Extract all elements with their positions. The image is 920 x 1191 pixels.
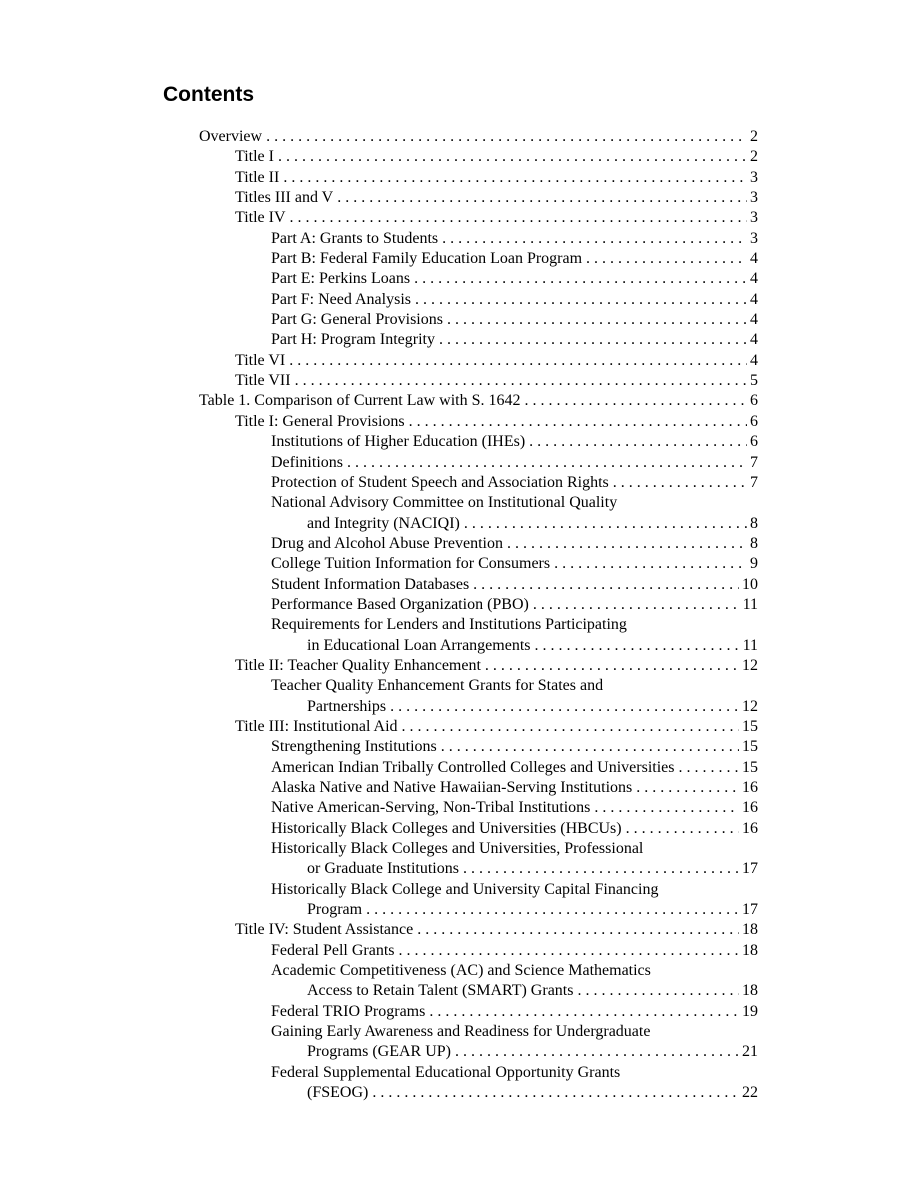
toc-entry-title: Part G: General Provisions xyxy=(271,311,443,329)
toc-page-number: 3 xyxy=(750,229,758,247)
toc-page-number: 4 xyxy=(750,290,758,308)
toc-page-number: 3 xyxy=(750,209,758,227)
toc-page-number: 16 xyxy=(742,779,758,796)
toc-entry[interactable] xyxy=(199,595,758,615)
toc-page-number: 16 xyxy=(742,819,758,837)
toc-entry-title: Part B: Federal Family Education Loan Program xyxy=(271,250,583,268)
dot-leader xyxy=(679,758,740,778)
toc-entry-title: Part A: Grants to Students xyxy=(271,229,439,247)
toc-entry-title: Student Information Databases xyxy=(271,575,470,593)
toc-entry[interactable] xyxy=(199,269,758,289)
dot-leader xyxy=(390,697,739,717)
toc-entry-title: Part E: Perkins Loans xyxy=(271,270,411,288)
toc-page-number: 10 xyxy=(742,575,758,593)
toc-entry[interactable] xyxy=(199,778,758,798)
dot-leader xyxy=(372,1083,739,1103)
toc-page-number: 4 xyxy=(750,351,758,369)
toc-entry-title: Part H: Program Integrity xyxy=(271,331,435,349)
dot-leader xyxy=(636,778,739,798)
toc-page-number: 7 xyxy=(750,473,758,491)
dot-leader xyxy=(473,575,739,595)
dot-leader xyxy=(507,534,747,554)
toc-entry-continuation[interactable] xyxy=(199,859,758,879)
toc-entry[interactable] xyxy=(199,147,758,167)
toc-entry-title-continuation: Partnerships xyxy=(307,697,387,715)
toc-entry-title: Table 1. Comparison of Current Law with S. 1642 xyxy=(199,392,521,410)
toc-entry-title: Definitions xyxy=(271,453,343,471)
toc-page-number: 4 xyxy=(750,311,758,329)
dot-leader xyxy=(442,229,747,249)
dot-leader xyxy=(417,920,739,940)
toc-entry-title-continuation: (FSEOG) xyxy=(307,1084,369,1102)
toc-entry[interactable] xyxy=(199,493,758,513)
toc-page-number: 4 xyxy=(750,270,758,288)
dot-leader xyxy=(463,859,739,879)
dot-leader xyxy=(554,554,747,574)
toc-page-number: 5 xyxy=(750,372,758,390)
toc-page-number: 8 xyxy=(750,534,758,552)
contents-heading: Contents xyxy=(163,83,254,106)
toc-entry-title: Historically Black Colleges and Universities (HBCUs) xyxy=(271,819,622,837)
toc-entry-title: National Advisory Committee on Institutional Quality xyxy=(271,494,618,512)
toc-entry-title: Teacher Quality Enhancement Grants for States and xyxy=(271,677,604,695)
dot-leader xyxy=(278,147,747,167)
toc-entry-title: Overview xyxy=(199,128,263,145)
toc-page-number: 3 xyxy=(750,189,758,207)
toc-page-number: 6 xyxy=(750,412,758,430)
toc-page-number: 4 xyxy=(750,331,758,349)
toc-page-number: 6 xyxy=(750,433,758,451)
dot-leader xyxy=(289,351,747,371)
toc-entry-title: Strengthening Institutions xyxy=(271,738,437,756)
toc-entry[interactable] xyxy=(199,819,758,839)
toc-entry[interactable] xyxy=(199,310,758,330)
dot-leader xyxy=(455,1042,739,1062)
toc-entry[interactable] xyxy=(199,391,758,411)
toc-entry[interactable] xyxy=(199,798,758,818)
toc-page-number: 11 xyxy=(742,636,758,654)
dot-leader xyxy=(290,208,747,228)
dot-leader xyxy=(414,269,747,289)
toc-entry[interactable] xyxy=(199,473,758,493)
toc-page-number: 4 xyxy=(750,250,758,268)
table-of-contents xyxy=(199,127,758,1104)
toc-entry-title: Performance Based Organization (PBO) xyxy=(271,595,529,613)
toc-page-number: 18 xyxy=(742,941,758,959)
toc-entry-title-continuation: or Graduate Institutions xyxy=(307,860,459,878)
toc-entry-continuation[interactable] xyxy=(199,514,758,534)
toc-page-number: 21 xyxy=(742,1043,758,1061)
dot-leader xyxy=(626,819,739,839)
dot-leader xyxy=(439,330,747,350)
toc-entry-title-continuation: Programs (GEAR UP) xyxy=(307,1043,451,1061)
toc-entry-title: Title I xyxy=(235,148,274,166)
toc-entry-title: Historically Black Colleges and Universities, Professional xyxy=(271,840,644,858)
toc-entry-title: Federal TRIO Programs xyxy=(271,1002,426,1020)
toc-entry[interactable] xyxy=(199,534,758,554)
toc-entry[interactable] xyxy=(199,208,758,228)
toc-entry-title: Title VI xyxy=(235,351,286,369)
dot-leader xyxy=(485,656,739,676)
toc-page-number: 19 xyxy=(742,1002,758,1020)
toc-entry[interactable] xyxy=(199,127,758,147)
dot-leader xyxy=(534,636,739,656)
toc-entry-title: Title I: General Provisions xyxy=(235,412,405,430)
toc-entry-continuation[interactable] xyxy=(199,900,758,920)
toc-entry-title: Requirements for Lenders and Institutions Participating xyxy=(271,616,627,634)
toc-entry[interactable] xyxy=(199,676,758,696)
toc-entry[interactable] xyxy=(199,1002,758,1022)
toc-entry-title: Title IV xyxy=(235,209,286,227)
toc-entry[interactable] xyxy=(199,615,758,635)
toc-page-number: 16 xyxy=(742,799,758,817)
toc-page-number: 3 xyxy=(750,168,758,186)
dot-leader xyxy=(441,737,739,757)
toc-entry-continuation[interactable] xyxy=(199,981,758,1001)
toc-entry-continuation[interactable] xyxy=(199,1042,758,1062)
toc-entry[interactable] xyxy=(199,453,758,473)
toc-entry-title-continuation: in Educational Loan Arrangements xyxy=(307,636,531,654)
dot-leader xyxy=(447,310,747,330)
dot-leader xyxy=(586,249,747,269)
toc-entry[interactable] xyxy=(199,941,758,961)
toc-entry[interactable] xyxy=(199,737,758,757)
dot-leader xyxy=(525,391,748,411)
toc-entry[interactable] xyxy=(199,351,758,371)
dot-leader xyxy=(613,473,747,493)
dot-leader xyxy=(399,941,739,961)
toc-page-number: 15 xyxy=(742,758,758,776)
toc-entry-title: Drug and Alcohol Abuse Prevention xyxy=(271,534,503,552)
toc-entry-title: Native American-Serving, Non-Tribal Institutions xyxy=(271,799,591,817)
toc-entry-title: Federal Pell Grants xyxy=(271,941,395,959)
toc-entry-title: College Tuition Information for Consumers xyxy=(271,555,551,573)
toc-page-number: 18 xyxy=(742,921,758,939)
toc-entry-continuation[interactable] xyxy=(199,1083,758,1103)
toc-entry-continuation[interactable] xyxy=(199,697,758,717)
toc-entry[interactable] xyxy=(199,839,758,859)
dot-leader xyxy=(594,798,739,818)
toc-entry[interactable] xyxy=(199,880,758,900)
toc-entry-title: Title VII xyxy=(235,372,291,390)
toc-entry-title: Part F: Need Analysis xyxy=(271,290,411,308)
toc-entry[interactable] xyxy=(199,168,758,188)
toc-entry[interactable] xyxy=(199,1063,758,1083)
dot-leader xyxy=(429,1002,739,1022)
dot-leader xyxy=(366,900,739,920)
dot-leader xyxy=(283,168,747,188)
toc-entry[interactable] xyxy=(199,575,758,595)
dot-leader xyxy=(409,412,747,432)
toc-entry-title: Protection of Student Speech and Association Rights xyxy=(271,473,609,491)
toc-page-number: 2 xyxy=(750,128,758,145)
toc-entry-title: Title II xyxy=(235,168,280,186)
toc-page-number: 12 xyxy=(742,697,758,715)
toc-entry-title-continuation: and Integrity (NACIQI) xyxy=(307,514,460,532)
dot-leader xyxy=(415,290,747,310)
toc-entry[interactable] xyxy=(199,412,758,432)
dot-leader xyxy=(347,453,747,473)
toc-entry[interactable] xyxy=(199,432,758,452)
toc-entry-title: Institutions of Higher Education (IHEs) xyxy=(271,433,526,451)
dot-leader xyxy=(577,981,739,1001)
toc-page-number: 15 xyxy=(742,717,758,735)
dot-leader xyxy=(464,514,747,534)
toc-page-number: 6 xyxy=(750,392,758,410)
toc-entry-title: Academic Competitiveness (AC) and Science Mathematics xyxy=(271,962,651,980)
toc-entry-title: Gaining Early Awareness and Readiness for Undergraduate xyxy=(271,1023,651,1041)
toc-page-number: 15 xyxy=(742,738,758,756)
toc-page-number: 2 xyxy=(750,148,758,166)
toc-page-number: 22 xyxy=(742,1084,758,1102)
toc-entry-title: Historically Black College and University Capital Financing xyxy=(271,880,659,898)
toc-entry-continuation[interactable] xyxy=(199,636,758,656)
toc-entry[interactable] xyxy=(199,961,758,981)
dot-leader xyxy=(295,371,747,391)
dot-leader xyxy=(266,127,747,147)
toc-entry-title: Title II: Teacher Quality Enhancement xyxy=(235,656,481,674)
toc-entry[interactable] xyxy=(199,249,758,269)
dot-leader xyxy=(402,717,739,737)
toc-entry[interactable] xyxy=(199,188,758,208)
toc-entry-title-continuation: Program xyxy=(307,901,363,919)
toc-entry[interactable] xyxy=(199,290,758,310)
toc-entry-title: Title III: Institutional Aid xyxy=(235,717,398,735)
toc-entry[interactable] xyxy=(199,920,758,940)
toc-page-number: 11 xyxy=(742,595,758,613)
toc-entry[interactable] xyxy=(199,758,758,778)
toc-page-number: 12 xyxy=(742,656,758,674)
toc-entry-title: Alaska Native and Native Hawaiian-Serving Institutions xyxy=(271,779,633,796)
toc-entry[interactable] xyxy=(199,330,758,350)
toc-entry[interactable] xyxy=(199,656,758,676)
toc-entry[interactable] xyxy=(199,229,758,249)
toc-entry[interactable] xyxy=(199,371,758,391)
dot-leader xyxy=(529,432,747,452)
toc-page-number: 18 xyxy=(742,982,758,1000)
toc-page-number: 8 xyxy=(750,514,758,532)
dot-leader xyxy=(337,188,747,208)
dot-leader xyxy=(533,595,740,615)
toc-entry-title: Titles III and V xyxy=(235,189,334,207)
toc-page-number: 7 xyxy=(750,453,758,471)
toc-page-number: 17 xyxy=(742,901,758,919)
toc-page-number: 9 xyxy=(750,555,758,573)
toc-entry-title: American Indian Tribally Controlled Colleges and Universities xyxy=(271,758,675,776)
toc-entry[interactable] xyxy=(199,1022,758,1042)
toc-entry-title: Federal Supplemental Educational Opportunity Grants xyxy=(271,1063,621,1081)
toc-entry[interactable] xyxy=(199,717,758,737)
toc-page-number: 17 xyxy=(742,860,758,878)
toc-entry-title-continuation: Access to Retain Talent (SMART) Grants xyxy=(307,982,574,1000)
toc-entry-title: Title IV: Student Assistance xyxy=(235,921,414,939)
toc-entry[interactable] xyxy=(199,554,758,574)
